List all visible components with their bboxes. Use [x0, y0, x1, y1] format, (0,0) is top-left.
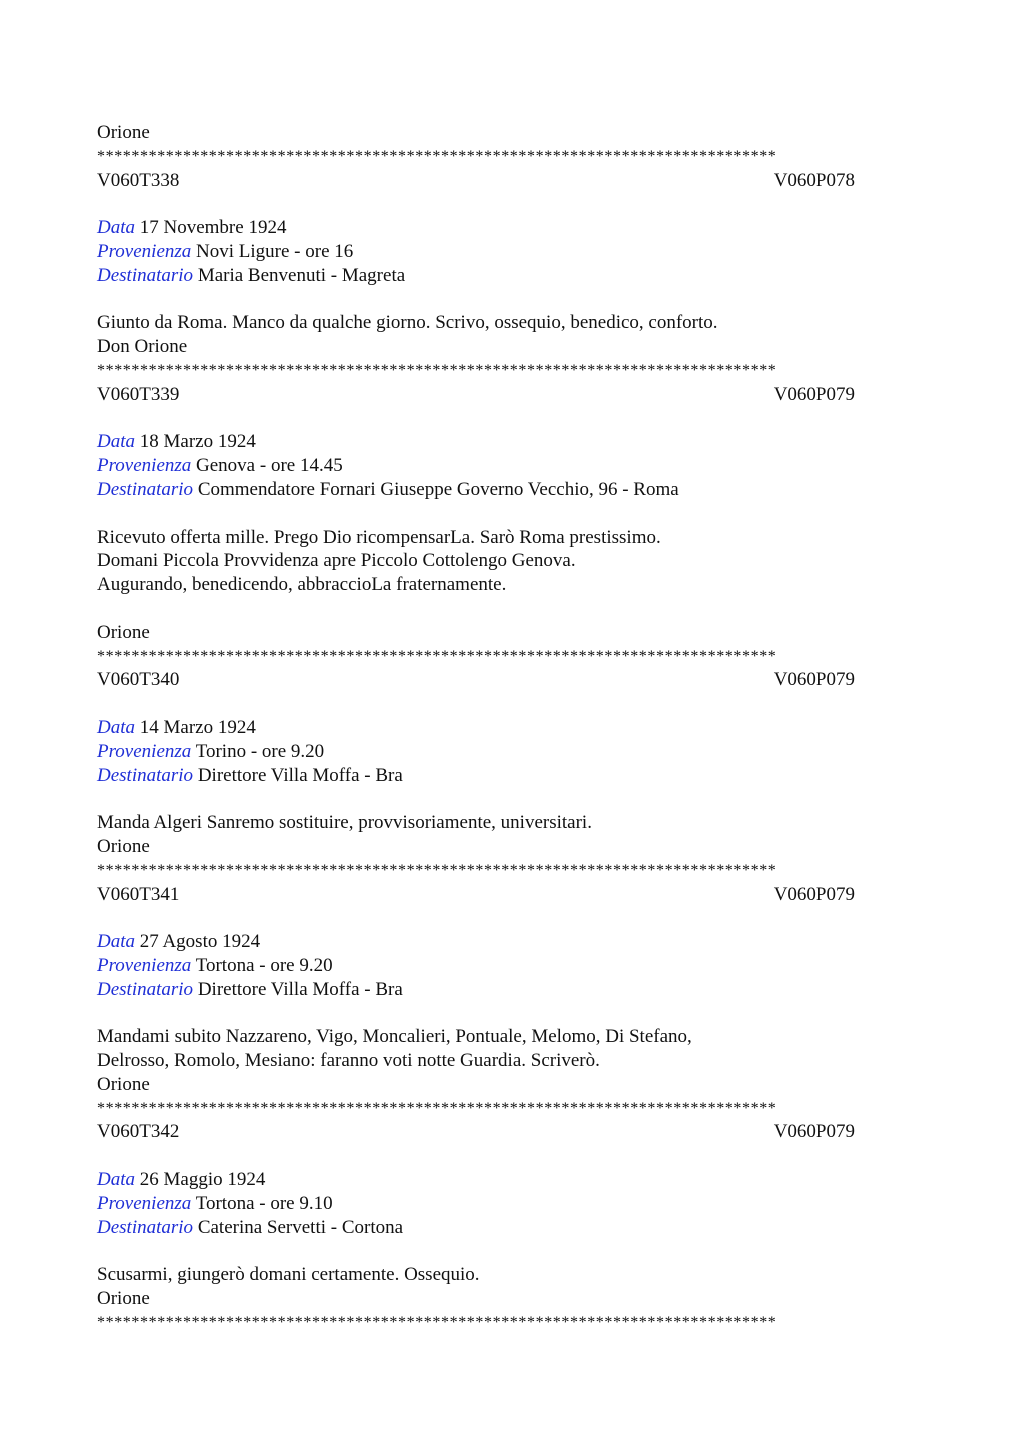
date-value: 27 Agosto 1924: [139, 931, 261, 953]
letter-header: [97, 383, 855, 407]
intro-signature: Orione: [97, 122, 150, 143]
date-value: 26 Maggio 1924: [139, 1169, 266, 1191]
letter-entry: [97, 883, 927, 1121]
separator: *******************************************************************************: [97, 1099, 777, 1117]
separator: *******************************************************************************: [97, 147, 777, 165]
origin-line: [97, 740, 927, 764]
origin-value: Tortona - ore 9.20: [195, 954, 333, 976]
date-value: 14 Marzo 1924: [139, 716, 256, 738]
page-code: V060P079: [773, 383, 855, 405]
date-label: Data: [97, 217, 135, 239]
letter-code: V060T342: [97, 1121, 180, 1143]
signature: Orione: [97, 1288, 150, 1310]
body-line: Augurando, benedicendo, abbraccioLa fraternamente.: [97, 574, 507, 596]
origin-label: Provenienza: [97, 740, 192, 762]
page-code: V060P079: [773, 883, 855, 905]
date-line: [97, 716, 927, 740]
body-line: Manda Algeri Sanremo sostituire, provvisoriamente, universitari.: [97, 812, 592, 834]
letter-header: [97, 883, 855, 907]
origin-label: Provenienza: [97, 455, 192, 477]
date-line: [97, 1168, 927, 1192]
signature: Don Orione: [97, 336, 188, 358]
letter-entry: [97, 1120, 927, 1334]
page-code: V060P078: [773, 169, 855, 191]
recipient-line: [97, 764, 927, 788]
recipient-label: Destinatario: [97, 478, 194, 500]
letter-code: V060T341: [97, 883, 180, 905]
recipient-value: Caterina Servetti - Cortona: [197, 1216, 404, 1238]
date-label: Data: [97, 931, 135, 953]
body-line: Scusarmi, giungerò domani certamente. Ossequio.: [97, 1264, 480, 1286]
document-page: [97, 121, 927, 1335]
date-line: [97, 216, 927, 240]
date-line: [97, 430, 927, 454]
letter-header: [97, 668, 855, 692]
separator: *******************************************************************************: [97, 1313, 777, 1331]
separator: *******************************************************************************: [97, 361, 777, 379]
recipient-label: Destinatario: [97, 978, 194, 1000]
date-label: Data: [97, 431, 135, 453]
signature: Orione: [97, 835, 150, 857]
date-label: Data: [97, 716, 135, 738]
origin-line: [97, 954, 927, 978]
recipient-label: Destinatario: [97, 1216, 194, 1238]
origin-label: Provenienza: [97, 240, 192, 262]
origin-line: [97, 240, 927, 264]
body-line: Domani Piccola Provvidenza apre Piccolo Cottolengo Genova.: [97, 550, 576, 572]
date-value: 17 Novembre 1924: [139, 217, 287, 239]
letter-code: V060T339: [97, 383, 180, 405]
recipient-value: Commendatore Fornari Giuseppe Governo Vecchio, 96 - Roma: [197, 478, 679, 500]
page-code: V060P079: [773, 1121, 855, 1143]
body-line: Delrosso, Romolo, Mesiano: faranno voti notte Guardia. Scriverò.: [97, 1050, 600, 1072]
letter-entry: [97, 169, 927, 383]
separator: *******************************************************************************: [97, 647, 777, 665]
recipient-line: [97, 1216, 927, 1240]
origin-value: Novi Ligure - ore 16: [196, 240, 354, 262]
letter-entry: [97, 383, 927, 669]
origin-value: Genova - ore 14.45: [196, 455, 343, 477]
recipient-line: [97, 978, 927, 1002]
recipient-value: Direttore Villa Moffa - Bra: [197, 764, 403, 786]
recipient-line: [97, 478, 927, 502]
origin-value: Tortona - ore 9.10: [195, 1192, 333, 1214]
letter-code: V060T340: [97, 669, 180, 691]
letter-header: [97, 169, 855, 193]
body-line: Mandami subito Nazzareno, Vigo, Moncalieri, Pontuale, Melomo, Di Stefano,: [97, 1026, 692, 1048]
origin-value: Torino - ore 9.20: [195, 740, 325, 762]
origin-line: [97, 454, 927, 478]
letter-entry: [97, 668, 927, 882]
separator: *******************************************************************************: [97, 861, 777, 879]
origin-line: [97, 1192, 927, 1216]
signature: Orione: [97, 1073, 150, 1095]
recipient-value: Direttore Villa Moffa - Bra: [197, 978, 403, 1000]
body-line: Giunto da Roma. Manco da qualche giorno. Scrivo, ossequio, benedico, conforto.: [97, 312, 718, 334]
signature: Orione: [97, 621, 150, 643]
recipient-line: [97, 264, 927, 288]
body-line: Ricevuto offerta mille. Prego Dio ricompensarLa. Sarò Roma prestissimo.: [97, 526, 661, 548]
letter-header: [97, 1120, 855, 1144]
origin-label: Provenienza: [97, 1192, 192, 1214]
date-value: 18 Marzo 1924: [139, 431, 256, 453]
recipient-value: Maria Benvenuti - Magreta: [197, 264, 406, 286]
date-label: Data: [97, 1169, 135, 1191]
recipient-label: Destinatario: [97, 764, 194, 786]
letter-code: V060T338: [97, 169, 180, 191]
recipient-label: Destinatario: [97, 264, 194, 286]
date-line: [97, 930, 927, 954]
origin-label: Provenienza: [97, 954, 192, 976]
page-code: V060P079: [773, 669, 855, 691]
